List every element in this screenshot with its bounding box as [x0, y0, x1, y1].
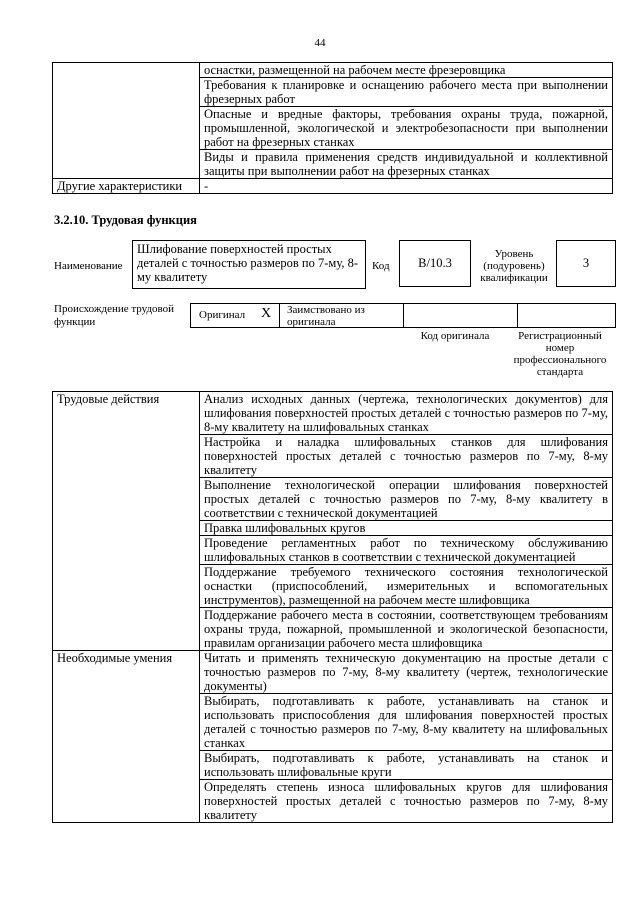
- borrowed-label: Заимствовано из оригинала: [287, 304, 365, 328]
- function-name-box: Шлифование поверхностей простых деталей с точностью размеров по 7-му, 8-му квалитету: [132, 240, 366, 289]
- original-label: Оригинал: [199, 309, 246, 321]
- labor-action-item: Выполнение технологической операции шлифования поверхностей простых деталей с точностью размеров по 7-му, 8-му квалитету в соответствии с технической документацией: [200, 478, 613, 521]
- table-row: [53, 179, 613, 194]
- knowledge-item: Виды и правила применения средств индивидуальной и коллективной защиты при выполнении работ на фрезерных станках: [200, 150, 613, 179]
- level-label: Уровень (подуровень) квалификации: [480, 248, 548, 284]
- table-row: [53, 392, 613, 435]
- labor-actions-label: Трудовые действия: [53, 392, 200, 651]
- origin-label: Происхождение трудовой функции: [54, 303, 175, 328]
- level-box: 3: [556, 240, 616, 287]
- divider: [403, 304, 404, 327]
- original-mark: X: [261, 306, 272, 321]
- other-characteristics-label: Другие характеристики: [53, 179, 200, 194]
- code-box: B/10.3: [399, 240, 471, 287]
- divider: [279, 304, 280, 327]
- other-characteristics-value: -: [200, 179, 613, 194]
- knowledge-item: оснастки, размещенной на рабочем месте фрезеровщика: [200, 63, 613, 78]
- labor-action-item: Поддержание рабочего места в состоянии, соответствующем требованиям охраны труда, пожарной, промышленной и экологической безопасности, правилам организации рабочего места шлифовщика: [200, 608, 613, 651]
- knowledge-item: Опасные и вредные факторы, требования охраны труда, пожарной, промышленной, экологической и электробезопасности при выполнении работ на фрезерных станках: [200, 107, 613, 150]
- labor-action-item: Анализ исходных данных (чертежа, технологических документов) для шлифования поверхностей простых деталей с точностью размеров по 7-му, 8-му квалитету на шлифовальных станках: [200, 392, 613, 435]
- divider: [517, 304, 518, 327]
- reg-number-label: Регистрационный номер профессионального стандарта: [513, 330, 607, 378]
- page-number: 44: [314, 37, 326, 49]
- labor-action-item: Проведение регламентных работ по техническому обслуживанию шлифовальных станков в соответствии с технической документацией: [200, 536, 613, 565]
- skill-item: Определять степень износа шлифовальных кругов для шлифования поверхностей простых деталей с точностью размеров по 7-му, 8-му квалитету: [200, 780, 613, 823]
- skill-item: Выбирать, подготавливать к работе, устанавливать на станок и использовать шлифовальные круги: [200, 751, 613, 780]
- section-title: 3.2.10. Трудовая функция: [54, 213, 197, 227]
- empty-label-cell: [53, 63, 200, 179]
- skills-label: Необходимые умения: [53, 651, 200, 823]
- table-row: [53, 63, 613, 78]
- continuation-table: [52, 62, 613, 194]
- origin-box: [190, 303, 616, 328]
- labor-action-item: Поддержание требуемого технического состояния технологической оснастки (приспособлений, измерительных и вспомогательных инструментов), размещенной на рабочем месте шлифовщика: [200, 565, 613, 608]
- knowledge-item: Требования к планировке и оснащению рабочего места при выполнении фрезерных работ: [200, 78, 613, 107]
- name-label: Наименование: [54, 260, 123, 272]
- labor-action-item: Настройка и наладка шлифовальных станков для шлифования поверхностей простых деталей с точностью размеров по 7-му, 8-му квалитету: [200, 435, 613, 478]
- labor-function-table: [52, 391, 613, 823]
- table-row: [53, 651, 613, 694]
- orig-code-label: Код оригинала: [420, 330, 490, 342]
- labor-action-item: Правка шлифовальных кругов: [200, 521, 613, 536]
- skill-item: Выбирать, подготавливать к работе, устанавливать на станок и использовать приспособления для шлифования поверхностей простых деталей с точностью размеров по 7-му, 8-му квалитету на шлифовальных станках: [200, 694, 613, 751]
- code-label: Код: [372, 260, 390, 272]
- skill-item: Читать и применять техническую документацию на простые детали с точностью размеров по 7-му, 8-му квалитету (чертеж, технологические документы): [200, 651, 613, 694]
